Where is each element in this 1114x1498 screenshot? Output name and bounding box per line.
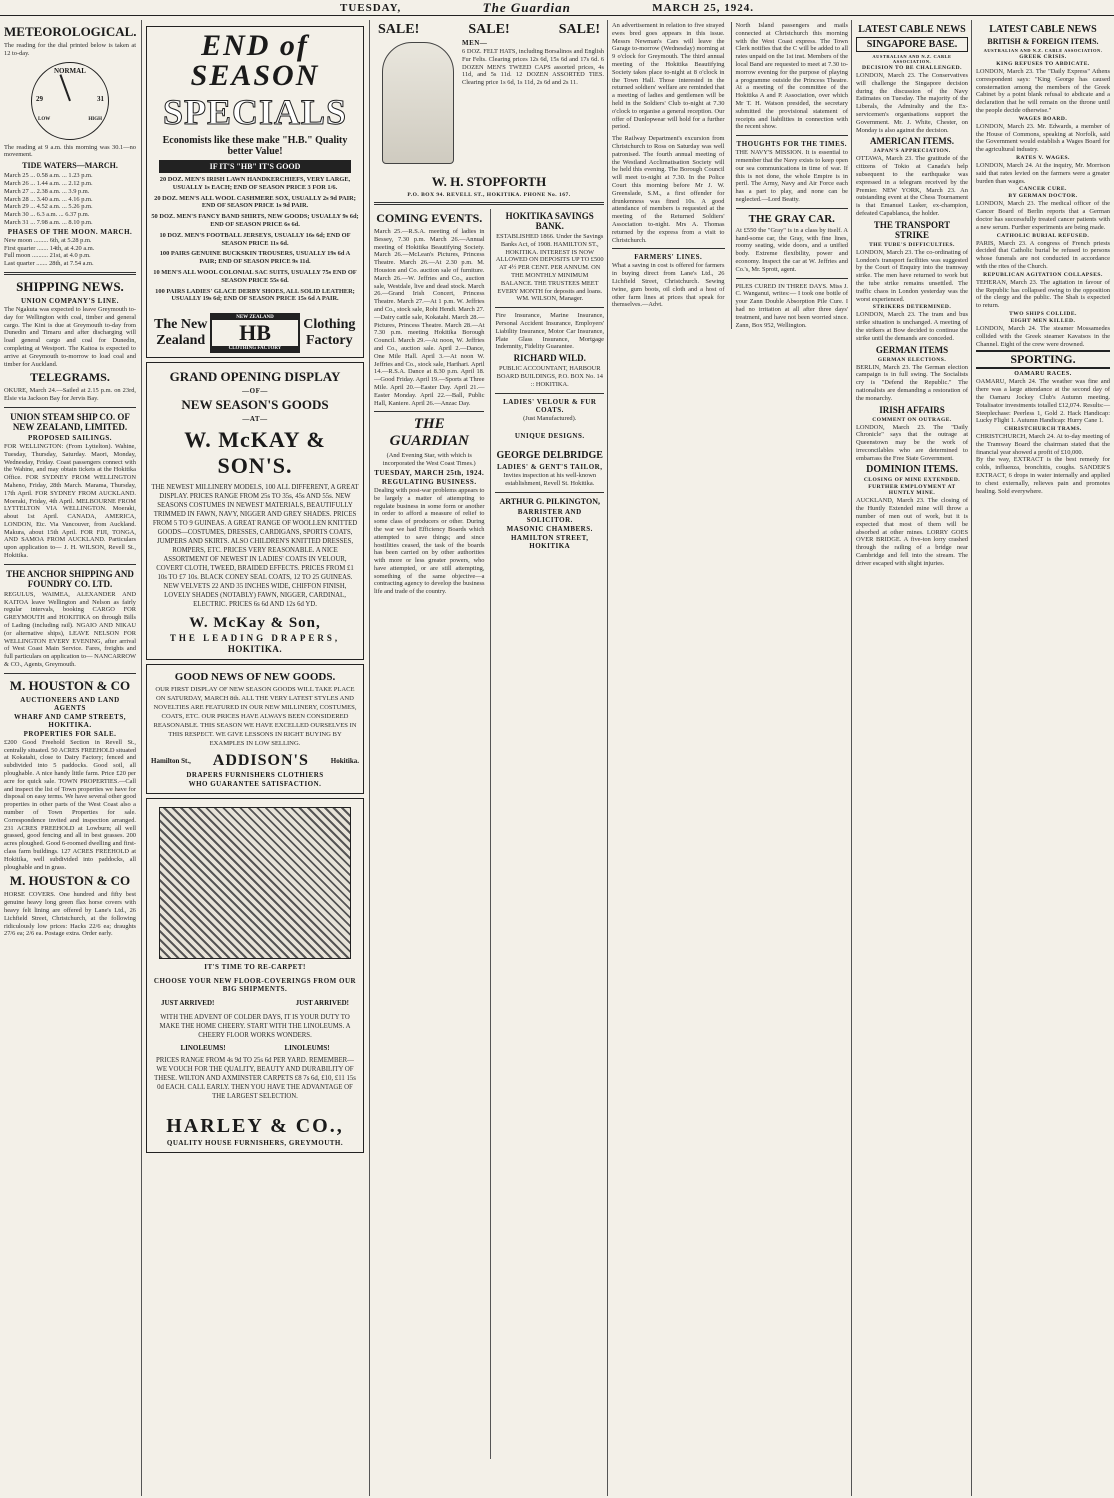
thoughts-text: THE NAVY'S MISSION. It is essential to remember that the Navy exists to keep open our sea communications in time of war. If this is not done, the whole Empire is in peril. The Army, Navy and Air Force each has a part to play, and none can be neglected.—Lord Beatty. xyxy=(735,149,848,203)
lino-right: LINOLEUMS! xyxy=(284,1044,330,1053)
mckay-name: W. McKay & Son, xyxy=(189,615,321,632)
tide-row: March 29 ... 4.52 a.m. ... 5.26 p.m. xyxy=(4,203,93,211)
houston-properties: PROPERTIES FOR SALE. xyxy=(23,729,117,738)
elections-heading: GERMAN ELECTIONS. xyxy=(877,356,947,363)
sale-word: SALE! xyxy=(468,22,510,37)
sale-text: 6 DOZ. FELT HATS, including Borsalinos and English Fur Felts. Clearing prices 12s 6d, 15s 6d and 17s 6d. 6 DOZEN MEN'S TWEED CAPS assorted prices, 4s 11d, and 5s 11d. 12 DOZEN ASSORTED TIES. Clearing price 1s 6d, 1s 11d, 2s 6d and 2s 11. xyxy=(462,48,604,87)
meteorological-intro: The reading for the dial printed below is taken at 12 to-day. xyxy=(4,42,136,57)
hb-logo xyxy=(210,313,299,353)
velour-sub: (Just Manufactured). xyxy=(523,414,577,422)
republican-text: TEHERAN, March 23. The agitation in favour of the Republic has collapsed owing to the opposition of the clergy and the public. The Shah is expected to return. xyxy=(976,278,1110,310)
cable-assoc-2: AUSTRALIAN AND N.Z. CABLE ASSOCIATION. xyxy=(983,48,1103,53)
anchor-company-heading: THE ANCHOR SHIPPING AND FOUNDRY CO. LTD. xyxy=(6,568,134,589)
carpet-text2: WITH THE ADVENT OF COLDER DAYS, IT IS YOUR DUTY TO MAKE THE HOME CHEERY. START WITH THE LINOLEUMS. A CHEERY FLOOR WORKS WONDERS. xyxy=(159,1014,351,1040)
grand-title: GRAND OPENING DISPLAY xyxy=(169,369,341,385)
carpet-left: JUST ARRIVED! xyxy=(161,999,215,1008)
regulating-heading: REGULATING BUSINESS. xyxy=(381,477,477,486)
sporting-heading: SPORTING. xyxy=(976,350,1110,369)
union-sailings-heading: PROPOSED SAILINGS. xyxy=(27,433,113,442)
eos-banner: IF IT'S "HB" IT'S GOOD xyxy=(159,160,351,173)
gray-car-text: At £550 the "Gray" is in a class by itself. A hand-some car, the Gray, with fine lines, roomy seating, wide doors, and a unified body. Extreme flexibility, power and economy. Inspect the car at W. Jeffries and Co.'s, Mr. Sprott, agent. xyxy=(735,226,848,273)
cancer-text: LONDON, March 23. The medical officer of the Cancer Board of Berlin reports that a German doctor has successfully treated cancer patients with a new serum. Further experiments are being made. xyxy=(976,200,1110,231)
british-heading: BRITISH & FOREIGN ITEMS. xyxy=(987,37,1099,46)
tide-heading: TIDE WATERS—MARCH. xyxy=(22,161,118,171)
dial-left-label: 29 xyxy=(36,94,43,103)
irish-heading: IRISH AFFAIRS xyxy=(879,404,945,415)
trams-heading: CHRISTCHURCH TRAMS. xyxy=(1004,426,1082,433)
sale-sub: MEN— xyxy=(462,39,488,47)
guardian-masthead: THE GUARDIAN xyxy=(389,416,469,450)
japan-heading: JAPAN'S APPRECIATION. xyxy=(873,148,951,155)
eos-item: 20 DOZ. MEN'S IRISH LAWN HANDKERCHIEFS, VERY LARGE, USUALLY 1s EACH; END OF SEASON PRICE 3 FOR 1/6. xyxy=(159,176,351,191)
column-6 xyxy=(972,22,1114,1496)
tide-row: March 25 ... 0.58 a.m. ... 1.23 p.m. xyxy=(4,172,93,180)
meteorological-after: The reading at 9 a.m. this morning was 30.1—no movement. xyxy=(4,143,136,159)
mckay-place: HOKITIKA. xyxy=(227,644,283,655)
column-5 xyxy=(852,22,972,1496)
grand-opening-ad xyxy=(146,362,364,660)
addison-name: ADDISON'S xyxy=(212,752,309,770)
masthead-date: MARCH 25, 1924. xyxy=(652,1,754,14)
tide-row: March 30 ... 6.3 a.m. ... 6.37 p.m. xyxy=(4,211,90,219)
dial-high-label: HIGH xyxy=(88,116,102,122)
grand-of: —OF— xyxy=(242,387,268,396)
carpet-caption: IT'S TIME TO RE-CARPET! xyxy=(204,963,306,972)
wild-name: RICHARD WILD. xyxy=(513,353,586,364)
velour-title: LADIES' VELOUR & FUR COATS. xyxy=(503,397,597,414)
coming-events-text: March 25.—R.S.A. meeting of ladies in Bessey, 7.30 p.m. March 26.—Annual meeting of Hokitika Beautifying Society. March 26.—McLean's Pictures, Princess Theatre. March 26.—At 2.30 p.m. M. Houston and Co. auction sale of furniture. March 26.—W. Jeffries and Co., auction sale, Westdale, live and dead stock. March 26.—Grand Irish Concert, Princess Theatre. March 27.—At 1 p.m. W. Jeffries and Co., stock sale, Rohi Hendi. March 27.—Dairy cattle sale, Kokatahi. March 28.—Pictures, Princess Theatre. March 28.—At 7.30 p.m. meeting Hokitika Borough Council. March 29.—At noon, W. Jeffries and Co., auction sale. April 2.—Dance, One Mile Hall. April 3.—At noon W. Jeffries and Co., stock sale, Harihari. April 14.—R.S.A. Dance at 8.30 p.m. April 18.—Good Friday. April 19.—Sports at Three Mile. April 20.—Easter Day. April 21.—Easter Monday. April 22.—Ball, Public Hall, Kaniere. April 26.—Anzac Day. xyxy=(374,228,485,407)
guardian-date: TUESDAY, MARCH 25th, 1924. xyxy=(374,468,485,477)
oamaru-heading: OAMARU RACES. xyxy=(1014,371,1072,378)
coming-events-heading: COMING EVENTS. xyxy=(376,211,483,225)
gray-car-heading: THE GRAY CAR. xyxy=(748,212,835,225)
news-text: OUR FIRST DISPLAY OF NEW SEASON GOODS WILL TAKE PLACE ON SATURDAY, MARCH 8th. ALL THE VERY LATEST STYLES AND NOVELTIES ARE FEATURED IN OUR NEW MILLINERY, COSTUMES, COATS, ETC. OUR PRICES HAVE ALWAYS BEEN CONSIDERED REASONABLE. THIS SEASON WE HAVE EXCELLED OURSELVES IN THIS RESPECT. WE GIVE LESSONS IN RIGHT BUYING BY EXAMPLES IN LOW SELLING. xyxy=(153,686,357,748)
column-4 xyxy=(608,22,852,1496)
eos-specials: SPECIALS xyxy=(162,92,348,132)
anchor-text: REGULUS, WAIMEA, ALEXANDER AND KAITOA leave Wellington and Nelson as fairly regular intervals, booking CARGO FOR GREYMOUTH and HOKITIKA on through Bills of Lading (including rail). NGAIO AND NIKAU (or alternative ships), LEAVE NELSON FOR WELLINGTON EVERY EVENING, after arrival of West Coast Main Service. Fares, freights and full particulars on application to— NANCARROW & CO., Agents, Greymouth. xyxy=(4,590,136,669)
eos-item: 10 MEN'S ALL WOOL COLONIAL SAC SUITS, USUALLY 75s END OF SEASON PRICE 55s 6d. xyxy=(153,268,357,284)
dominion-text: AUCKLAND, March 23. The closing of the Huntly Extended mine will throw a number of men out of work, but it is expected that most of them will be absorbed at other mines. LORRY GOES OVER BRIDGE. A five-ton lorry crashed through the railing of a bridge near Cambridge and fell into the stream. The driver escaped with slight injuries. xyxy=(856,497,968,567)
addison-sub2: WHO GUARANTEE SATISFACTION. xyxy=(188,780,322,789)
shipping-subheading: UNION COMPANY'S LINE. xyxy=(20,296,120,305)
local-news-b: North Island passengers and mails connected at Christchurch this morning with the West Coast express. The Town Clerk notifies that the C will be added to all rates unpaid on the 1st inst. Members of the local Band are requested to meet at 7.30 to-morrow evening for the purpose of playing a programme outside the Princess Theatre. At a meeting of the committee of the Hokitika A and P. Association, over which Mr T. H. Watson presided, the secretary submitted the provisional statement of receipts and liabilities in connection with the recent show. xyxy=(735,22,848,131)
houston-sub: AUCTIONEERS AND LAND AGENTS xyxy=(20,695,120,712)
meteorological-heading: METEOROLOGICAL. xyxy=(4,24,137,39)
stopforth-name: W. H. STOPFORTH xyxy=(431,174,547,189)
piles-text: PILES CURED IN THREE DAYS. Miss J. C. Wanganui, writes:— I took one bottle of your Zann Double Absorption Pile Cure. I had no irritation at all after three days' treatment, and have not been worried since. Zann, Box 952, Wellington. xyxy=(735,282,848,329)
houston-heading: M. HOUSTON & CO xyxy=(9,677,131,693)
end-of-season-ad xyxy=(146,26,364,358)
masthead xyxy=(0,0,1114,16)
lino-text: PRICES RANGE FROM 4s 9d TO 25s 6d PER YARD. REMEMBER—WE VOUCH FOR THE QUALITY, BEAUTY AND DURABILITY OF THESE. WILTON AND AXMINSTER CARPETS £8 7s 6d, £10, £11 15s 0d EACH. CALL EARLY. THEN YOU HAVE THE ADVANTAGE OF THE LARGEST SELECTION. xyxy=(154,1057,356,1101)
strikers-text: LONDON, March 23. The tram and bus strike situation is unchanged. A meeting of the strikers at Bow decided to continue the strike until the demands are conceded. xyxy=(856,311,968,342)
wages-text: LONDON, March 23. Mr. Edwards, a member of the House of Commons, speaking at Norfolk, said the Government would establish a Wages Board for the agricultural industry. xyxy=(976,122,1110,154)
american-heading: AMERICAN ITEMS. xyxy=(869,136,954,147)
unique-designs: UNIQUE DESIGNS. xyxy=(514,432,585,441)
stopforth-address: P.O. BOX 94. REVELL ST., HOKITIKA. PHONE No. 167. xyxy=(407,192,571,198)
union-text: FOR WELLINGTON: (From Lyttelton). Wahine, Tuesday, Thursday, Saturday. Maori, Monday, Wednesday, Friday. Coast passengers connect with the Wahine, and may obtain tickets at the Hokitika Office. FOR SYDNEY FROM WELLINGTON Maheno, Friday, 28th March. Marama, Thursday, 17th April. FOR SYDNEY FROM AUCKLAND. Moeraki, Friday, 4th April. MELBOURNE FROM LYTTELTON VIA WELLINGTON. Moeraki, about 1st April. CANADA, AMERICA, LONDON, Etc. Via Vancouver, from Auckland. Makura, about 15th April. FOR FIJI, TONGA, AND SAMOA FROM AUCKLAND. Particulars upon application to— J. H. WILSON, Revell St., Hokitika. xyxy=(4,442,136,560)
king-heading: KING REFUSES TO ABDICATE. xyxy=(996,61,1090,67)
shipping-heading: SHIPPING NEWS. xyxy=(16,278,124,294)
latest-cable-news-heading-2: LATEST CABLE NEWS xyxy=(989,24,1097,35)
grand-firm: W. McKAY & SON'S. xyxy=(184,427,326,479)
moon-row: Last quarter ....... 28th, at 7.54 a.m. xyxy=(4,260,94,268)
rates-text: LONDON, March 24. At the inquiry, Mr. Morrison said that rates levied on the farmers were a greater burden than wages. xyxy=(976,161,1110,185)
local-news-a: An advertisement in relation to five strayed ewes bred goes appears in this issue. Messrs Newman's Cars will leave the Garage to-morrow (Wednesday) morning at 9 o'clock for Greymouth. The third annual meeting of the Hokitika Beautifying Society takes place to-night at 8 o'clock in the Town Hall. Those interested in the returned soldiers' welfare are reminded that a meeting of ladies and gentlemen will be held in the Soldiers' Club to-night at 7.30 o'clock to organise a general reception. Our offer of Dunlopwear will hold for a further period. xyxy=(612,22,725,131)
delbridge-sub: LADIES' & GENT'S TAILOR, xyxy=(496,463,603,472)
barometer-dial-icon xyxy=(31,62,109,140)
news-title: GOOD NEWS OF NEW GOODS. xyxy=(174,671,336,684)
eos-lead: Economists like these make "H.B." Quality better Value! xyxy=(162,135,348,157)
tide-row: March 31 ... 7.98 a.m. ... 8.10 p.m. xyxy=(4,218,93,226)
trams-text: CHRISTCHURCH, March 24. At to-day meeting of the Tramway Board the chairman stated that the financial year showed a profit of £10,000. xyxy=(976,433,1110,456)
column-1 xyxy=(0,22,140,1496)
insurance-text: Fire Insurance, Marine Insurance, Personal Accident Insurance, Employers' Liability Insurance, Motor Car Insurance, Plate Glass Insurance, Mortgage Indemnity, Fidelity Guarantee. xyxy=(495,312,604,351)
transport-text: LONDON, March 23. The co-ordinating of London's transport facilities was suggested by the Court of Enquiry into the tramway strike. The men have returned to work but the tube strike remains unsettled. The traffic chaos in London yesterday was the worst experienced. xyxy=(856,248,968,303)
guardian-title xyxy=(374,416,484,450)
tube-heading: THE TUBE'S DIFFICULTIES. xyxy=(869,241,955,248)
grand-text: THE NEWEST MILLINERY MODELS, 100 ALL DIFFERENT, A GREAT DISPLAY. PRICES RANGE FROM 25s TO 35s, 45s AND 55s. NEW SEASONS COSTUMES IN NEWEST MATERIALS, BEAUTIFULLY TRIMMED IN FAWN, NAVY, NIGGER AND GREY SHADES. PRICES FROM 5 TO 9 GUINEAS. A GREAT RANGE OF WOOLLEN KNITTED GOODS—COSTUMES, DRESSES, CARDIGANS, SPORTS COATS, JUMPERS AND SKIRTS. ALSO CHILDREN'S KNITTED DRESSES, ROMPERS, ETC. PRICES VERY REASONABLE. A NICE ASSORTMENT OF NEWEST IN LADIES' COATS IN VELOUR, COVERT CLOTH, TWEED, BRAIDED EFFECTS. PRICES FROM £1 10s TO £7 10s. BLACK CONEY SEAL COATS, 12 TO 25 GUINEAS. NEW VELVETS 22 AND 35 INCHES WIDE, CHIFFON FINISH, LOVELY SHADES (NOTABLY) FAWN, NIGGER, CARDINAL, ELECTRIC. PRICES 6s 6d AND 12s 6d YD. xyxy=(151,484,359,609)
pilkington-sub2: MASONIC CHAMBERS. xyxy=(506,524,593,533)
masthead-paper-name: The Guardian xyxy=(482,0,571,15)
pilkington-name: ARTHUR G. PILKINGTON, xyxy=(499,496,600,506)
irish-text: LONDON, March 23. The "Daily Chronicle" says that the outrage at Queenstown may be the work of irreconcilables who are determined to embarrass the Free State Government. xyxy=(856,423,968,462)
catholic-heading: CATHOLIC BURIAL REFUSED. xyxy=(996,232,1090,239)
delbridge-text: Invites inspection at his well-known establishment, Revell St. Hokitika. xyxy=(503,472,597,488)
eos-item: 100 PAIRS LADIES' GLACE DERBY SHOES, ALL SOLID LEATHER; USUALLY 19s 6d; END OF SEASON PRICE 15s 6d A PAIR. xyxy=(155,287,355,303)
eos-item: 50 DOZ. MEN'S FANCY BAND SHIRTS, NEW GOODS; USUALLY 9s 6d; END OF SEASON PRICE 6s 6d. xyxy=(151,213,359,228)
oamaru-text: OAMARU, March 24. The weather was fine and there was a large attendance at the second day of the Oamaru Jockey Club's Autumn meeting. Totalisator investments totalled £12,074. Results:— Steeplechase: Peerless 1, Gold 2. Hack Handicap: Lucky Flight 1. Autumn Handicap: Hurry Cane 1. xyxy=(976,378,1110,425)
transport-heading: THE TRANSPORT STRIKE xyxy=(873,219,951,240)
grand-at: —AT— xyxy=(242,415,268,424)
killed-heading: EIGHT MEN KILLED. xyxy=(1010,317,1076,324)
sale-word: SALE! xyxy=(558,22,600,37)
eos-item: 100 PAIRS GENUINE BUCKSKIN TROUSERS, USUALLY 19s 6d A PAIR; END OF SEASON PRICE 9s 11d. xyxy=(159,250,351,266)
lino-left: LINOLEUMS! xyxy=(180,1044,226,1053)
moon-row: Full moon .......... 21st, at 4.0 p.m. xyxy=(4,252,91,260)
dial-right-label: 31 xyxy=(97,94,104,103)
wages-heading: WAGES BOARD. xyxy=(1018,115,1068,122)
eos-title: END of SEASON xyxy=(190,29,320,92)
thoughts-heading: THOUGHTS FOR THE TIMES. xyxy=(736,140,847,149)
ships-heading: TWO SHIPS COLLIDE. xyxy=(1009,310,1077,317)
greek-heading: GREEK CRISIS. xyxy=(1019,54,1067,60)
shipping-text: The Ngakuta was expected to leave Greymouth to-day for Wellington with coal, timber and general cargo. The Kini is due at Greymouth to-day from Dunedin and Timaru and after discharging will load general cargo and coal for Dunedin, completing at Westport. The Kaitoa is expected to arrive at Greymouth to-morrow to load coal and timber for Auckland. xyxy=(4,305,136,368)
regulating-text: Dealing with post-war problems appears to be largely a matter of attempting to regulate business in some form or another in order to afford a measure of relief to some class of producers or other. During the war we had Efficiency Boards which attempted to save things; and since hostilities ceased, the task of the boards has been carried on by other authorities with more or less greater powers, who have attempted, or are still attempting, something of the same objective—a contracting agency to develop the business life and trade of the country. xyxy=(374,486,485,596)
hb-logo-mark: HB xyxy=(239,320,271,346)
houston-footer: M. HOUSTON & CO xyxy=(9,873,131,889)
cable-assoc: AUSTRALIAN AND N.Z. CABLE ASSOCIATION. xyxy=(872,54,952,64)
republican-heading: REPUBLICAN AGITATION COLLAPSES. xyxy=(983,271,1103,278)
masthead-day: TUESDAY, xyxy=(340,1,402,14)
addison-sub: DRAPERS FURNISHERS CLOTHIERS xyxy=(186,771,324,780)
addison-right: Hokitika. xyxy=(330,757,359,766)
rates-heading: RATES V. WAGES. xyxy=(1016,154,1070,161)
latest-cable-news-heading: LATEST CABLE NEWS xyxy=(858,24,966,35)
eos-item: 10 DOZ. MEN'S FOOTBALL JERSEYS, USUALLY 16s 6d; END OF SEASON PRICE 11s 6d. xyxy=(159,231,351,247)
catholic-text: PARIS, March 23. A congress of French priests decided that Catholic burial be refused to persons whose funerals are not conducted in accordance with the rites of the Church. xyxy=(976,239,1110,270)
doctor-heading: BY GERMAN DOCTOR. xyxy=(1008,193,1078,200)
union-company-heading: UNION STEAM SHIP CO. OF NEW ZEALAND, LIMITED. xyxy=(10,411,130,432)
carpet-right: JUST ARRIVED! xyxy=(295,999,349,1008)
telegrams-text: OKURE, March 24.—Sailed at 2.15 p.m. on 23rd, Elsie via Jackson Bay for Jervis Bay. xyxy=(4,387,136,403)
houston-text: £200 Good Freehold Section in Revell St., centrally situated. 50 ACRES FREEHOLD situated at Kokatahi, close to Dairy Factory; fenced and subdivided into 5 paddocks. Good soil, all ploughable. A nice handy little farm. Price £20 per acre for quick sale. TOWN PROPERTIES.—Call and inspect the list of Town properties we have for disposal on easy terms. We have several other good properties in other parts of the West Coast also a number of Town Properties for sale. Correspondence invited and inspection arranged. 231 ACRES FREEHOLD at Lowburn; all well grassed, good fencing and all in best grasses. 200 acres ploughed. Good 6-roomed dwelling and first-class farm buildings. 127 ACRES FREEHOLD at Hokitika, well subdivided into paddocks, all ploughable and in grass. xyxy=(4,738,136,871)
dial-needle xyxy=(59,74,70,101)
carpet-text: CHOOSE YOUR NEW FLOOR-COVERINGS FROM OUR BIG SHIPMENTS. xyxy=(153,977,357,994)
pilkington-sub3: HAMILTON STREET, HOKITIKA xyxy=(510,533,589,550)
cancer-heading: CANCER CURE. xyxy=(1019,186,1067,193)
bank-text: ESTABLISHED 1866. Under the Savings Banks Act, of 1908. HAMILTON ST., HOKITIKA. INTEREST IS NOW ALLOWED ON DEPOSITS UP TO £500 AT 4½ PER CENT. PER ANNUM. ON THE MONTHLY MINIMUM BALANCE. THE TRUSTEES MEET EVERY MONTH for deposits and loans. WM. WILSON, Manager. xyxy=(495,233,604,303)
hb-left-text: The New Zealand xyxy=(154,317,208,349)
sale-word: SALE! xyxy=(378,22,420,37)
carpet-illustration-icon xyxy=(159,807,351,959)
eos-item: 20 DOZ. MEN'S ALL WOOL CASHMERE SOX, USUALLY 2s 9d PAIR; END OF SEASON PRICE 1s 9d PAIR. xyxy=(154,194,356,210)
ships-text: LONDON, March 24. The steamer Mossamedes collided with the Greek steamer Kavatsos in the Channel. Eight of the crew were drowned. xyxy=(976,324,1110,348)
dominion-sub2: FURTHER EMPLOYMENT AT HUNTLY MINE. xyxy=(868,484,956,497)
local-news-lower: The Railway Department's excursion from Christchurch to Ross on Saturday was well patronised. The fourth annual meeting of the Westland Acclimatisation Society will be held this evening. The Borough Council will meet to-night at 7.30. In the Police Court this morning before Mr J. W. Greenslade, S.M., a first offender for drunkenness was fined 10s. A good attendance of members is requested at the meeting of the Returned Soldiers' Association to-night. Mrs A. Thomas returned by the express from a visit to Christchurch. xyxy=(612,135,725,244)
harley-sub: QUALITY HOUSE FURNISHERS, GREYMOUTH. xyxy=(166,1139,344,1148)
dominion-sub: CLOSING OF MINE EXTENDED. xyxy=(863,477,961,484)
dial-low-label: LOW xyxy=(38,116,51,122)
pilkington-sub: BARRISTER AND SOLICITOR. xyxy=(517,507,582,524)
tide-row: March 26 ... 1.44 a.m. ... 2.12 p.m. xyxy=(4,179,93,187)
moon-row: New moon ......... 6th, at 5.28 p.m. xyxy=(4,236,92,244)
addison-left: Hamilton St., xyxy=(151,757,191,766)
dominion-heading: DOMINION ITEMS. xyxy=(866,464,958,476)
hb-logo-bottom: CLOTHING FACTORY xyxy=(212,346,297,351)
dial-normal-label: NORMAL xyxy=(54,66,86,75)
harley-name: HARLEY & CO., xyxy=(166,1115,344,1138)
singapore-text: LONDON, March 23. The Conservatives will challenge the Singapore decision during the discussion of the Navy Estimates on Tuesday. The majority of the Liberals, the Admiralty and the Ex-servicemen's organisations support the Government. Mr. J. White, Chester, on Monday is also against the decision. xyxy=(856,72,968,134)
telegrams-heading: TELEGRAMS. xyxy=(30,370,110,385)
decision-heading: DECISION TO BE CHALLENGED. xyxy=(862,65,962,71)
delbridge-name: GEORGE DELBRIDGE xyxy=(496,450,603,462)
man-in-suit-illustration-icon xyxy=(382,42,454,164)
grand-sub: NEW SEASON'S GOODS xyxy=(181,397,329,413)
addisons-ad xyxy=(146,664,364,794)
outrage-heading: COMMENT ON OUTRAGE. xyxy=(872,416,952,423)
houston-address: WHARF AND CAMP STREETS, HOKITIKA. xyxy=(14,712,126,729)
tide-row: March 27 ... 2.38 a.m. ... 3.9 p.m. xyxy=(4,187,90,195)
tide-row: March 28 ... 3.40 a.m. ... 4.16 p.m. xyxy=(4,195,93,203)
mckay-sub: THE LEADING DRAPERS, xyxy=(169,633,341,644)
carpet-ad xyxy=(146,798,364,1153)
horse-covers-text: HORSE COVERS. One hundred and fifty best genuine heavy long green flax horse covers with heavy felt lining are offered by Lane's Ltd., 26 Lichfield Street, Christchurch, at the following ridiculously low prices: Hacks 22/6 ea; draughts 27/6 ea; 2/6 ea. Postage extra. Order early. xyxy=(4,891,136,938)
german-heading: GERMAN ITEMS xyxy=(875,344,949,355)
strikers-heading: STRIKERS DETERMINED. xyxy=(872,304,952,311)
moon-row: First quarter ....... 14th, at 4.20 a.m. xyxy=(4,244,95,252)
german-text: BERLIN, March 23. The German election campaign is in full swing. The Socialists cry is "Defend the Republic." The nationalists are demanding a restoration of the monarchy. xyxy=(856,363,968,402)
column-3 xyxy=(370,22,608,1496)
hb-right-text: Clothing Factory xyxy=(303,317,356,349)
sanders-text: By the way, EXTRACT is the best remedy for colds, influenza, bronchitis, coughs. SANDER'S EXTRACT, 6 drops in water internally and applied to chest externally, relieves pain and promotes healing. Sold everywhere. xyxy=(976,456,1110,495)
american-text: OTTAWA, March 23. The gratitude of the citizens of Tokio at Canada's help subsequent to the earthquake was expressed in a telegram received by the Premier. NEW YORK, March 23. An outstanding event at the Chess Tournament is that Emanuel Lasker, ex-champion, defeated Capablanca, the holder. xyxy=(856,155,968,217)
sale-heading xyxy=(374,22,604,38)
singapore-heading: SINGAPORE BASE. xyxy=(856,37,968,52)
farmers-text: What a saving in cost is offered for farmers in buying direct from Lane's Ltd., 26 Lichfield Street, Christchurch. Sewing twine, gum boots, oil cloth and a host of other farm lines at prices that speak for themselves.—Advt. xyxy=(612,262,725,309)
wild-sub: PUBLIC ACCOUNTANT, HARBOUR BOARD BUILDINGS, P.O. BOX No. 14 :: HOKITIKA. xyxy=(496,365,603,388)
moon-heading: PHASES OF THE MOON. MARCH. xyxy=(7,227,133,236)
farmers-heading: FARMERS' LINES. xyxy=(634,253,703,262)
bank-heading: HOKITIKA SAVINGS BANK. xyxy=(505,211,594,231)
king-text: LONDON, March 23. The "Daily Express" Athens correspondent says: "King George has caused consternation among the members of the Greek Cabinet by a point blank refusal to abdicate and a declaration that he will remain on the throne until the people decide otherwise." xyxy=(976,68,1110,114)
column-2 xyxy=(142,22,368,1496)
guardian-sub: (And Evening Star, with which is incorporated the West Coast Times.) xyxy=(382,452,476,468)
hb-logo-top: NEW ZEALAND xyxy=(212,315,297,320)
